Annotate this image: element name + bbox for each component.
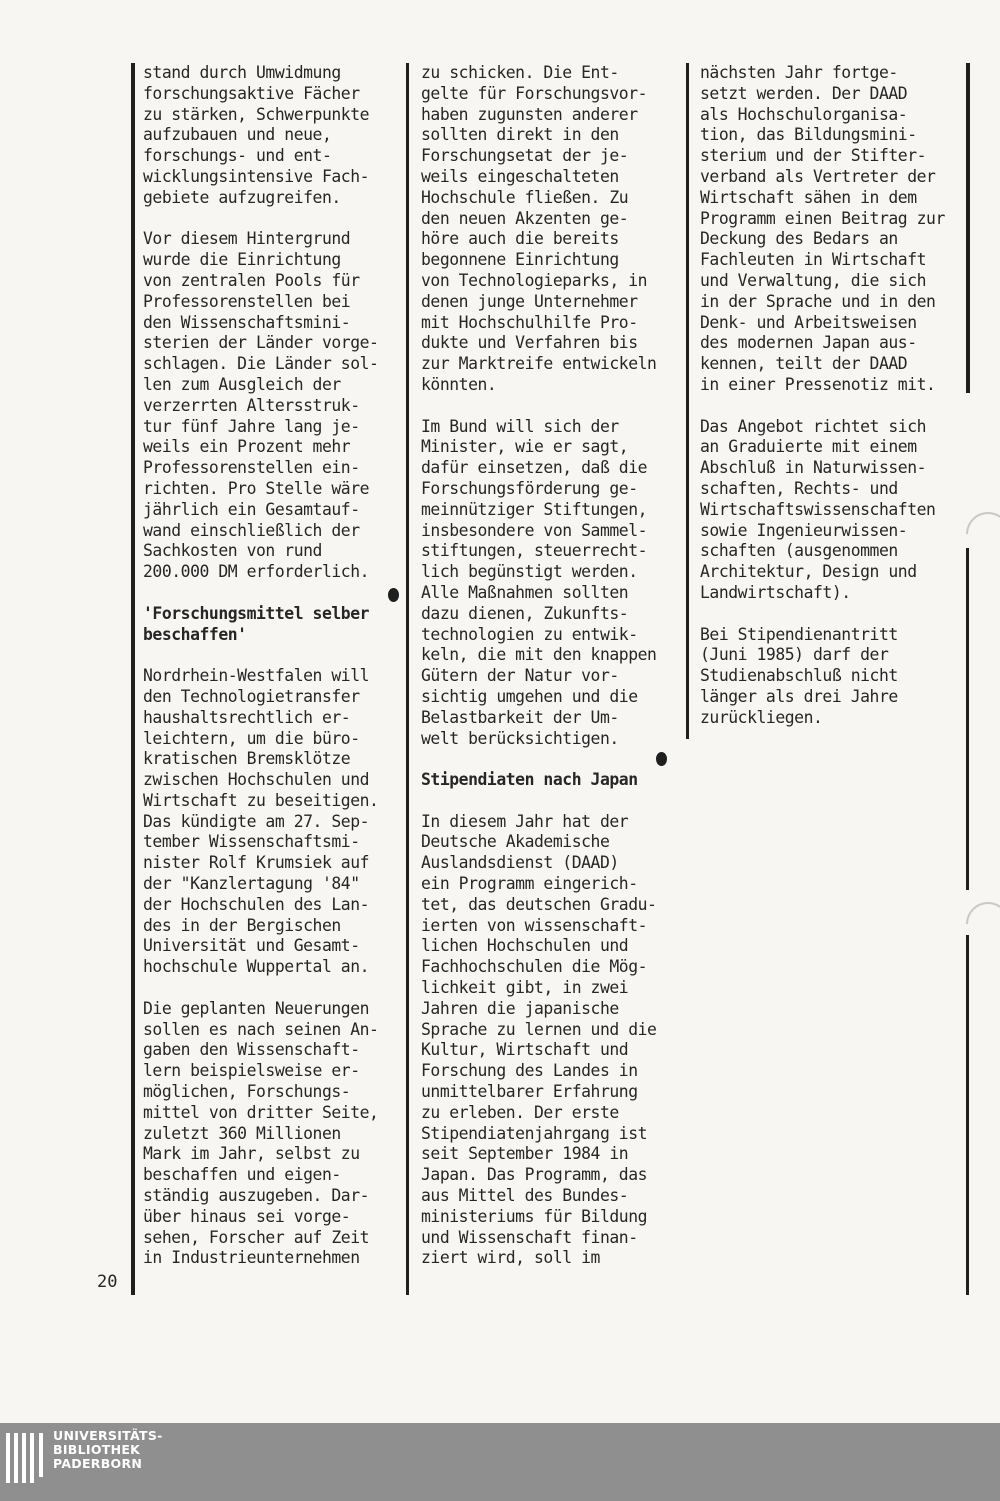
text-line: Studienabschluß nicht [700, 666, 898, 686]
text-line: den neuen Akzenten ge- [421, 208, 629, 228]
text-line: richten. Pro Stelle wäre [143, 478, 370, 498]
text-line: stand durch Umwidmung [143, 63, 341, 82]
text-line: dukte und Verfahren bis [421, 333, 638, 353]
text-line: ziert wird, soll im [421, 1248, 600, 1268]
article-column-3 [700, 63, 962, 729]
text-line: len zum Ausgleich der [143, 374, 341, 394]
text-line: länger als drei Jahre [700, 686, 898, 706]
text-line: verband als Vertreter der [700, 166, 936, 186]
logo-line: PADERBORN [53, 1456, 143, 1471]
text-line: ierten von wissenschaft- [421, 915, 648, 935]
text-line: forschungs- und ent- [143, 146, 332, 166]
text-line: in Industrieunternehmen [143, 1248, 360, 1268]
paragraph-gap [421, 791, 683, 812]
text-line: mit Hochschulhilfe Pro- [421, 312, 638, 332]
text-line: haben zugunsten anderer [421, 104, 638, 124]
text-line: lichkeit gibt, in zwei [421, 978, 629, 998]
text-line: weils eingeschalteten [421, 166, 619, 186]
text-line: seit September 1984 in [421, 1144, 629, 1164]
article-column-2 [421, 63, 683, 1269]
text-line: dazu dienen, Zukunfts- [421, 603, 629, 623]
text-line: Sachkosten von rund [143, 541, 322, 561]
paragraph-gap [143, 645, 401, 666]
text-line: sollen es nach seinen An- [143, 1019, 379, 1039]
text-line: des modernen Japan aus- [700, 333, 917, 353]
text-line: könnten. [421, 374, 497, 394]
text-line: beschaffen und eigen- [143, 1165, 341, 1185]
column-rule-left [131, 63, 135, 1295]
text-line: Deutsche Akademische [421, 832, 610, 852]
text-line: des in der Bergischen [143, 915, 341, 935]
text-line: Gütern der Natur vor- [421, 666, 619, 686]
text-line: in einer Pressenotiz mit. [700, 374, 936, 394]
page-number: 20 [97, 1272, 118, 1292]
text-line: hochschule Wuppertal an. [143, 957, 370, 977]
text-line: möglichen, Forschungs- [143, 1082, 351, 1102]
text-line: Mark im Jahr, selbst zu [143, 1144, 360, 1164]
column-rule-right-bottom [966, 935, 969, 1295]
text-line: kratischen Bremsklötze [143, 749, 351, 769]
text-line: ein Programm eingerich- [421, 874, 638, 894]
end-of-article-bullet [656, 752, 667, 766]
text-line: zuletzt 360 Millionen [143, 1123, 341, 1143]
text-line: gelte für Forschungsvor- [421, 83, 648, 103]
library-footer [0, 1423, 1000, 1501]
text-line: zu schicken. Die Ent- [421, 63, 619, 82]
text-line: den Technologietransfer [143, 686, 360, 706]
text-line: der "Kanzlertagung '84" [143, 874, 360, 894]
text-line: haushaltsrechtlich er- [143, 707, 351, 727]
text-line: Das kündigte am 27. Sep- [143, 811, 370, 831]
text-line: technologien zu entwik- [421, 624, 638, 644]
library-logo-text [53, 1429, 163, 1471]
text-line: und Wissenschaft finan- [421, 1227, 638, 1247]
text-line: Jahren die japanische [421, 998, 619, 1018]
text-line: meinnütziger Stiftungen, [421, 499, 648, 519]
text-line: und Verwaltung, die sich [700, 270, 927, 290]
text-line: tion, das Bildungsmini- [700, 125, 917, 145]
text-line: Hochschule fließen. Zu [421, 187, 629, 207]
text-line: schaften, Rechts- und [700, 478, 898, 498]
text-line: unmittelbarer Erfahrung [421, 1082, 638, 1102]
text-line: Forschungsetat der je- [421, 146, 629, 166]
paragraph-gap [143, 209, 401, 230]
text-line: Universität und Gesamt- [143, 936, 360, 956]
text-line: sichtig umgehen und die [421, 686, 638, 706]
text-line: an Graduierte mit einem [700, 437, 917, 457]
section-heading-line: Stipendiaten nach Japan [421, 770, 638, 790]
text-line: tur fünf Jahre lang je- [143, 416, 360, 436]
text-line: verzerrten Altersstruk- [143, 395, 360, 415]
text-line: sollten direkt in den [421, 125, 619, 145]
library-logo-icon [6, 1433, 44, 1493]
column-rule-middle-left [406, 63, 409, 1295]
text-line: forschungsaktive Fächer [143, 83, 360, 103]
text-line: von Technologieparks, in [421, 270, 648, 290]
text-line: Bei Stipendienantritt [700, 624, 898, 644]
text-line: den Wissenschaftsmini- [143, 312, 351, 332]
column-rule-right-top [966, 63, 970, 393]
text-line: gaben den Wissenschaft- [143, 1040, 360, 1060]
text-line: lichen Hochschulen und [421, 936, 629, 956]
text-line: Deckung des Bedars an [700, 229, 898, 249]
end-of-article-bullet [388, 588, 399, 602]
text-line: zwischen Hochschulen und [143, 770, 370, 790]
text-line: Forschungsförderung ge- [421, 478, 638, 498]
text-line: wand einschließlich der [143, 520, 360, 540]
text-line: Nordrhein-Westfalen will [143, 666, 370, 686]
text-line: denen junge Unternehmer [421, 291, 638, 311]
text-line: Belastbarkeit der Um- [421, 707, 619, 727]
text-line: der Hochschulen des Lan- [143, 894, 370, 914]
text-line: Programm einen Beitrag zur [700, 208, 945, 228]
text-line: ministeriums für Bildung [421, 1206, 648, 1226]
paragraph-gap [700, 604, 962, 625]
text-line: Forschung des Landes in [421, 1061, 638, 1081]
text-line: (Juni 1985) darf der [700, 645, 889, 665]
text-line: gebiete aufzugreifen. [143, 187, 341, 207]
text-line: Vor diesem Hintergrund [143, 229, 351, 249]
text-line: Architektur, Design und [700, 562, 917, 582]
logo-line: BIBLIOTHEK [53, 1442, 141, 1457]
text-line: sowie Ingenieurwissen- [700, 520, 908, 540]
text-line: In diesem Jahr hat der [421, 811, 629, 831]
paragraph-gap [421, 749, 683, 770]
text-line: weils ein Prozent mehr [143, 437, 351, 457]
text-line: wicklungsintensive Fach- [143, 166, 370, 186]
text-line: zu stärken, Schwerpunkte [143, 104, 370, 124]
text-line: nächsten Jahr fortge- [700, 63, 898, 82]
text-line: sehen, Forscher auf Zeit [143, 1227, 370, 1247]
text-line: Sprache zu lernen und die [421, 1019, 657, 1039]
text-line: dafür einsetzen, daß die [421, 458, 648, 478]
text-line: Professorenstellen bei [143, 291, 351, 311]
text-line: sterium und der Stifter- [700, 146, 927, 166]
text-line: leichtern, um die büro- [143, 728, 360, 748]
text-line: Stipendiatenjahrgang ist [421, 1123, 648, 1143]
article-column-1 [143, 63, 401, 1269]
text-line: begonnene Einrichtung [421, 250, 619, 270]
text-line: zu erleben. Der erste [421, 1102, 619, 1122]
text-line: Abschluß in Naturwissen- [700, 458, 927, 478]
text-line: Im Bund will sich der [421, 416, 619, 436]
text-line: Die geplanten Neuerungen [143, 998, 370, 1018]
logo-line: UNIVERSITÄTS- [53, 1428, 163, 1443]
text-line: Auslandsdienst (DAAD) [421, 853, 619, 873]
text-line: keln, die mit den knappen [421, 645, 657, 665]
column-rule-middle-right [686, 63, 689, 739]
text-line: mittel von dritter Seite, [143, 1102, 379, 1122]
text-line: ständig auszugeben. Dar- [143, 1186, 370, 1206]
text-line: höre auch die bereits [421, 229, 619, 249]
text-line: Alle Maßnahmen sollten [421, 582, 629, 602]
text-line: schaften (ausgenommen [700, 541, 898, 561]
text-line: Das Angebot richtet sich [700, 416, 927, 436]
text-line: tember Wissenschaftsmi- [143, 832, 360, 852]
text-line: als Hochschulorganisa- [700, 104, 908, 124]
text-line: schlagen. Die Länder sol- [143, 354, 379, 374]
text-line: nister Rolf Krumsiek auf [143, 853, 370, 873]
text-line: Fachleuten in Wirtschaft [700, 250, 927, 270]
text-line: insbesondere von Sammel- [421, 520, 648, 540]
column-rule-right-mid [966, 548, 969, 890]
text-line: Denk- und Arbeitsweisen [700, 312, 917, 332]
text-line: 200.000 DM erforderlich. [143, 562, 370, 582]
punch-hole [957, 893, 1000, 955]
text-line: Wirtschaft zu beseitigen. [143, 790, 379, 810]
text-line: welt berücksichtigen. [421, 728, 619, 748]
paragraph-gap [700, 396, 962, 417]
text-line: Kultur, Wirtschaft und [421, 1040, 629, 1060]
text-line: jährlich ein Gesamtauf- [143, 499, 360, 519]
text-line: über hinaus sei vorge- [143, 1206, 351, 1226]
paragraph-gap [143, 978, 401, 999]
text-line: Fachhochschulen die Mög- [421, 957, 648, 977]
text-line: Landwirtschaft). [700, 582, 851, 602]
text-line: stiftungen, steuerrecht- [421, 541, 648, 561]
text-line: lern beispielsweise er- [143, 1061, 360, 1081]
text-line: sterien der Länder vorge- [143, 333, 379, 353]
section-heading-line: 'Forschungsmittel selber [143, 603, 370, 623]
text-line: Professorenstellen ein- [143, 458, 360, 478]
text-line: in der Sprache und in den [700, 291, 936, 311]
punch-hole [957, 503, 1000, 565]
text-line: wurde die Einrichtung [143, 250, 341, 270]
text-line: lich begünstigt werden. [421, 562, 638, 582]
text-line: Wirtschaftswissenschaften [700, 499, 936, 519]
text-line: Japan. Das Programm, das [421, 1165, 648, 1185]
text-line: Wirtschaft sähen in dem [700, 187, 917, 207]
paragraph-gap [421, 396, 683, 417]
text-line: aufzubauen und neue, [143, 125, 332, 145]
text-line: tet, das deutschen Gradu- [421, 894, 657, 914]
text-line: aus Mittel des Bundes- [421, 1186, 629, 1206]
text-line: setzt werden. Der DAAD [700, 83, 908, 103]
text-line: kennen, teilt der DAAD [700, 354, 908, 374]
text-line: von zentralen Pools für [143, 270, 360, 290]
paragraph-gap [143, 583, 401, 604]
text-line: zur Marktreife entwickeln [421, 354, 657, 374]
text-line: zurückliegen. [700, 707, 823, 727]
text-line: Minister, wie er sagt, [421, 437, 629, 457]
section-heading-line: beschaffen' [143, 624, 247, 644]
